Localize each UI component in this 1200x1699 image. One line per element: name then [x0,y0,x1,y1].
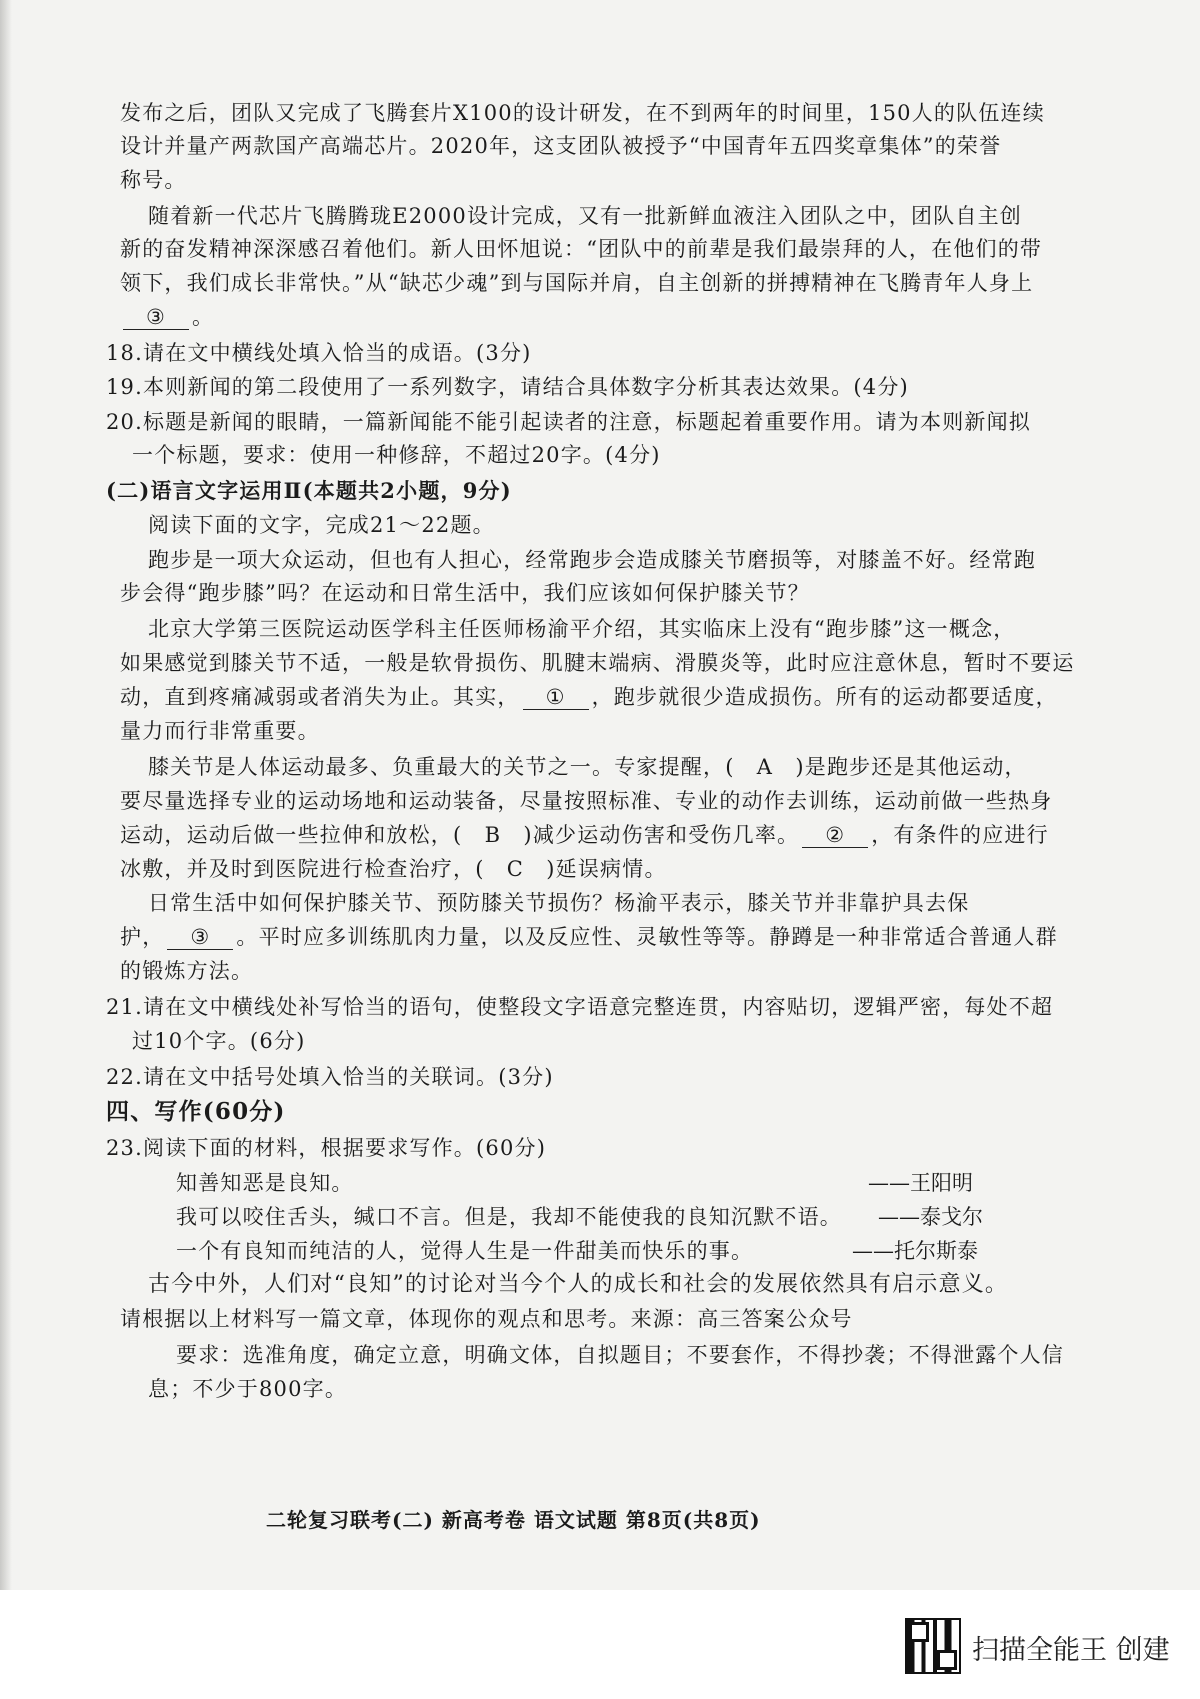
question-19: 19.本则新闻的第二段使用了一系列数字，请结合具体数字分析其表达效果。(4分) [106,375,909,399]
passage-line: 北京大学第三医院运动医学科主任医师杨渝平介绍，其实临床上没有“跑步膝”这一概念， [148,617,1016,641]
question-23: 23.阅读下面的材料，根据要求写作。(60分) [106,1136,547,1160]
passage-line: 新的奋发精神深深感召着他们。新人田怀旭说：“团队中的前辈是我们最崇拜的人，在他们的带 [120,237,1043,261]
requirement-line: 要求：选准角度，确定立意，明确文体，自拟题目；不要套作，不得抄袭；不得泄露个人信 [176,1343,1064,1367]
passage-line: 要尽量选择专业的运动场地和运动装备，尽量按照标准、专业的动作去训练，运动前做一些热身 [120,789,1053,813]
fill-blank: ③ [123,305,189,330]
passage-line: 动，直到疼痛减弱或者消失为止。其实， ① ，跑步就很少造成损伤。所有的运动都要适度， [120,685,1058,709]
passage-line: 日常生活中如何保护膝关节、预防膝关节损伤？杨渝平表示，膝关节并非靠护具去保 [148,891,970,915]
material-line: 请根据以上材料写一篇文章，体现你的观点和思考。来源：高三答案公众号 [120,1307,853,1331]
writing-heading: 四、写作(60分) [106,1098,286,1125]
section-intro: 阅读下面的文字，完成21～22题。 [148,513,495,537]
passage-line: 运动，运动后做一些拉伸和放松，( B )减少运动伤害和受伤几率。 ② ，有条件的应进行 [120,823,1049,847]
passage-line: 的锻炼方法。 [120,959,254,983]
fill-blank-2: ② [802,823,868,848]
question-20-cont: 一个标题，要求：使用一种修辞，不超过20字。(4分) [132,443,661,467]
quote-text: 知善知恶是良知。 [176,1171,354,1195]
page-footer: 二轮复习联考(二) 新高考卷 语文试题 第8页(共8页) [266,1508,761,1532]
passage-line: 领下，我们成长非常快。”从“缺芯少魂”到与国际并肩，自主创新的拼搏精神在飞腾青年人身上 [120,271,1034,295]
passage-line: 发布之后，团队又完成了飞腾套片X100的设计研发，在不到两年的时间里，150人的队伍连续 [120,101,1045,125]
quote-text: 我可以咬住舌头，缄口不言。但是，我却不能使我的良知沉默不语。 [176,1205,842,1229]
passage-line: 步会得“跑步膝”吗？在运动和日常生活中，我们应该如何保护膝关节？ [120,581,810,605]
question-21-cont: 过10个字。(6分) [132,1029,306,1053]
passage-line: 如果感觉到膝关节不适，一般是软骨损伤、肌腱末端病、滑膜炎等，此时应注意休息，暂时不要运 [120,651,1075,675]
quote-source: ——泰戈尔 [878,1205,983,1229]
passage-line: 冰敷，并及时到医院进行检查治疗，( C )延误病情。 [120,857,667,881]
quote-text: 一个有良知而纯洁的人，觉得人生是一件甜美而快乐的事。 [176,1239,754,1263]
passage-line: 设计并量产两款国产高端芯片。2020年，这支团队被授予“中国青年五四奖章集体”的荣誉 [120,134,1002,158]
passage-line: 膝关节是人体运动最多、负重最大的关节之一。专家提醒，( A )是跑步还是其他运动， [148,755,1027,779]
question-20: 20.标题是新闻的眼睛，一篇新闻能不能引起读者的注意，标题起着重要作用。请为本则新闻拟 [106,410,1031,434]
scan-edge-shadow [0,0,12,1699]
passage-line: ③ 。 [120,302,214,332]
section-heading: (二)语言文字运用Ⅱ(本题共2小题，9分) [106,478,512,503]
question-22: 22.请在文中括号处填入恰当的关联词。(3分) [106,1065,554,1089]
quote-source: ——王阳明 [868,1171,973,1195]
requirement-line: 息；不少于800字。 [148,1377,348,1401]
passage-line: 量力而行非常重要。 [120,719,320,743]
watermark-text: 扫描全能王 创建 [972,1635,1170,1666]
passage-line: 护， ③ 。平时应多训练肌肉力量，以及反应性、灵敏性等等。静蹲是一种非常适合普通人群 [120,925,1058,949]
question-18: 18.请在文中横线处填入恰当的成语。(3分) [106,341,532,365]
passage-line: 随着新一代芯片飞腾腾珑E2000设计完成，又有一批新鲜血液注入团队之中，团队自主创 [148,204,1022,228]
passage-line: 称号。 [120,168,187,192]
material-line: 古今中外，人们对“良知”的讨论对当今个人的成长和社会的发展依然具有启示意义。 [148,1272,1009,1297]
passage-line: 跑步是一项大众运动，但也有人担心，经常跑步会造成膝关节磨损等，对膝盖不好。经常跑 [148,548,1036,572]
fill-blank-1: ① [523,685,589,710]
fill-blank-3: ③ [167,925,233,950]
question-21: 21.请在文中横线处补写恰当的语句，使整段文字语意完整连贯，内容贴切，逻辑严密，每处不超 [106,995,1054,1019]
quote-source: ——托尔斯泰 [852,1239,978,1263]
qr-code-icon [905,1618,961,1674]
